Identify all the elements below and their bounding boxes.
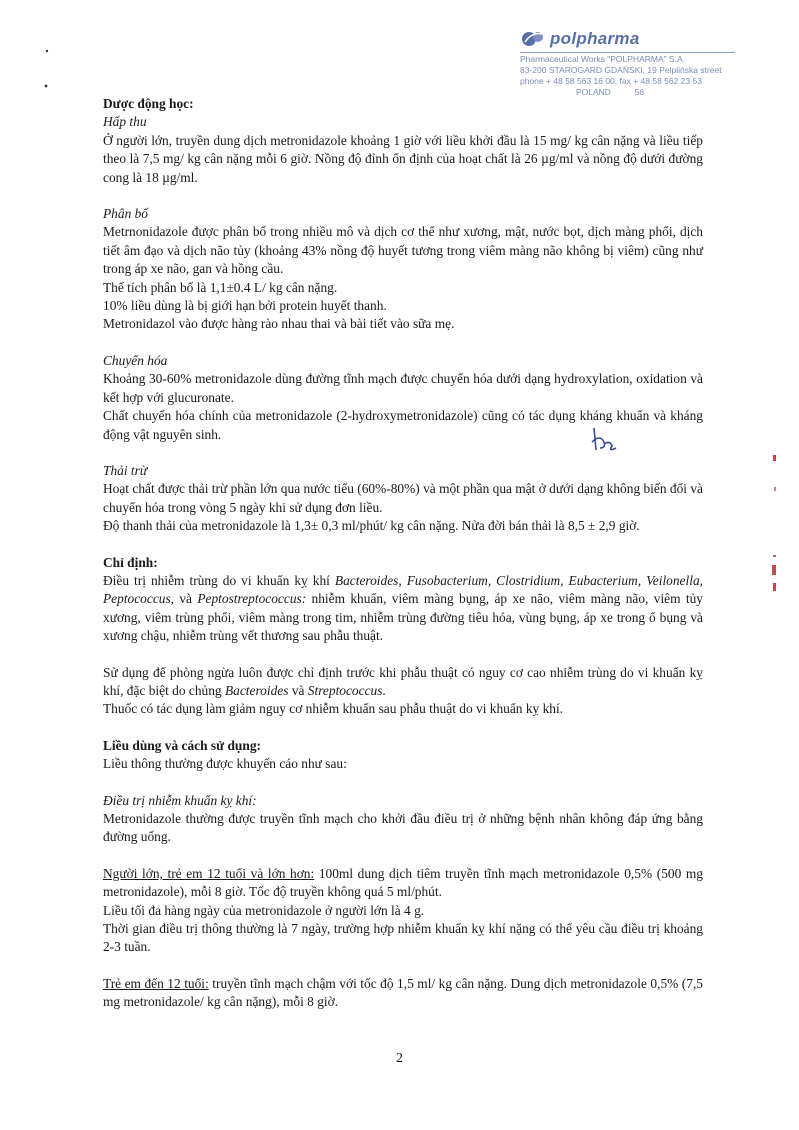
adults-dosage: Người lớn, trẻ em 12 tuổi và lớn hơn: 100ml dung dịch tiêm truyền tĩnh mạch metronidazole 0,5% (500 mg metronidazole), mỗi 8 giờ. Tốc độ truyền không quá 5 ml/phút. [103, 865, 703, 900]
distribution-text-3: 10% liều dùng là bị giới hạn bởi protein huyết thanh. [103, 298, 387, 314]
indications-paragraph-2: Sử dụng để phòng ngừa luôn được chỉ định trước khi phẫu thuật có nguy cơ cao nhiễm trùng do vi khuẩn kỵ khí, đặc biệt do chủng Bacteroides và Streptococcus. [103, 664, 703, 698]
anaerobic-text: Metronidazole thường được truyền tĩnh mạch cho khởi đầu điều trị ở những bệnh nhân không đáp ứng bằng đường uống. [103, 811, 703, 845]
children-dosage: Trẻ em đến 12 tuổi: truyền tĩnh mạch chậm với tốc độ 1,5 ml/ kg cân nặng. Dung dịch metronidazole 0,5% (7,5 mg metronidazole/ kg cân nặng), mỗi 8 giờ. [103, 975, 703, 1010]
elimination-text-2: Độ thanh thải của metronidazole là 1,3± 0,3 ml/phút/ kg cân nặng. Nửa đời bán thải là 8,5 ± 2,9 giờ. [103, 518, 640, 534]
duration-text: Thời gian điều trị thông thường là 7 ngày, trường hợp nhiễm khuẩn kỵ khí nặng có thể yêu cầu điều trị khoảng 2-3 tuần. [103, 921, 703, 955]
stamp-brand: polpharma [550, 29, 640, 48]
metabolism-text-1: Khoảng 30-60% metronidazole dùng đường tĩnh mạch được chuyển hóa dưới dạng hydroxylation, oxidation và kết hợp với glucuronate. [103, 371, 703, 405]
absorption-subheading: Hấp thu [103, 114, 147, 130]
pharmacokinetics-heading: Dược động học: [103, 96, 194, 111]
page-number: 2 [396, 1051, 403, 1066]
stamp-line-1: Pharmaceutical Works "POLPHARMA" S.A. [520, 54, 686, 64]
metabolism-text-2: Chất chuyển hóa chính của metronidazole (2-hydroxymetronidazole) cũng có tác dụng kháng khuẩn và kháng động vật nguyên sinh. [103, 408, 703, 442]
signature-icon [586, 424, 622, 458]
max-dose-text: Liều tối đa hàng ngày của metronidazole ở người lớn là 4 g. [103, 902, 425, 918]
indications-paragraph-1: Điều trị nhiễm trùng do vi khuẩn kỵ khí Bacteroides, Fusobacterium, Clostridium, Eubacterium, Veilonella, Peptococcus, và Peptostreptococcus: nhiễm khuẩn, viêm màng bụng, áp xe não, viêm màng não, viêm tủy xương, viêm trùng phổi, viêm màng trong tim, nhiễm trùng đường tiêu hóa, vùng bụng, áp xe trong ổ bụng và xương chậu, nhiễm trùng vết thương sau phẫu thuật. [103, 572, 703, 644]
indications-paragraph-3: Thuốc có tác dụng làm giảm nguy cơ nhiễm khuẩn sau phẫu thuật do vi khuẩn kỵ khí. [103, 701, 564, 717]
dosage-intro: Liều thông thường được khuyến cáo như sau: [103, 756, 347, 772]
anaerobic-subheading: Điều trị nhiễm khuẩn kỵ khí: [103, 792, 257, 808]
distribution-text-2: Thể tích phân bố là 1,1±0.4 L/ kg cân nặng. [103, 279, 338, 295]
distribution-subheading: Phân bố [103, 206, 149, 222]
document-body [103, 95, 703, 1012]
stamp-line-3: phone + 48 58 563 16 00, fax + 48 58 562 23 53 [520, 76, 702, 86]
stamp-line-2: 83-200 STAROGARD GDAŃSKI, 19 Pelplińska street [520, 65, 722, 75]
distribution-text-4: Metronidazol vào được hàng rào nhau thai và bài tiết vào sữa mẹ. [103, 316, 455, 332]
elimination-subheading: Thải trừ [103, 462, 148, 478]
company-stamp [520, 28, 735, 98]
margin-marks [768, 455, 782, 595]
stamp-line-4: POLAND 56 [575, 87, 645, 97]
scan-dots [44, 48, 52, 98]
polpharma-logo-icon [520, 28, 546, 50]
distribution-text-1: Metrnonidazole được phân bố trong nhiều mô và dịch cơ thể như xương, mật, nước bọt, dịch màng phổi, dịch tiết âm đạo và dịch não tủy (khoảng 43% nồng độ huyết tương trong viêm màng não không bị viêm) cũng như trong áp xe não, gan và hồng cầu. [103, 224, 703, 277]
elimination-text-1: Hoạt chất được thải trừ phần lớn qua nước tiểu (60%-80%) và một phần qua mật ở dưới dạng không biến đổi và chuyển hóa trong vòng 5 ngày khi sử dụng đơn liều. [103, 481, 703, 515]
indications-heading: Chỉ định: [103, 554, 158, 570]
absorption-text: Ở người lớn, truyền dung dịch metronidazole khoảng 1 giờ với liều khởi đầu là 15 mg/ kg cân nặng và liều tiếp theo là 7,5 mg/ kg cân nặng mỗi 6 giờ. Nồng độ đỉnh ổn định của hoạt chất là 26 µg/ml và nồng độ dưới đường cong là 18 µg/ml. [103, 132, 703, 185]
metabolism-subheading: Chuyển hóa [103, 352, 168, 368]
dosage-heading: Liều dùng và cách sử dụng: [103, 737, 261, 753]
